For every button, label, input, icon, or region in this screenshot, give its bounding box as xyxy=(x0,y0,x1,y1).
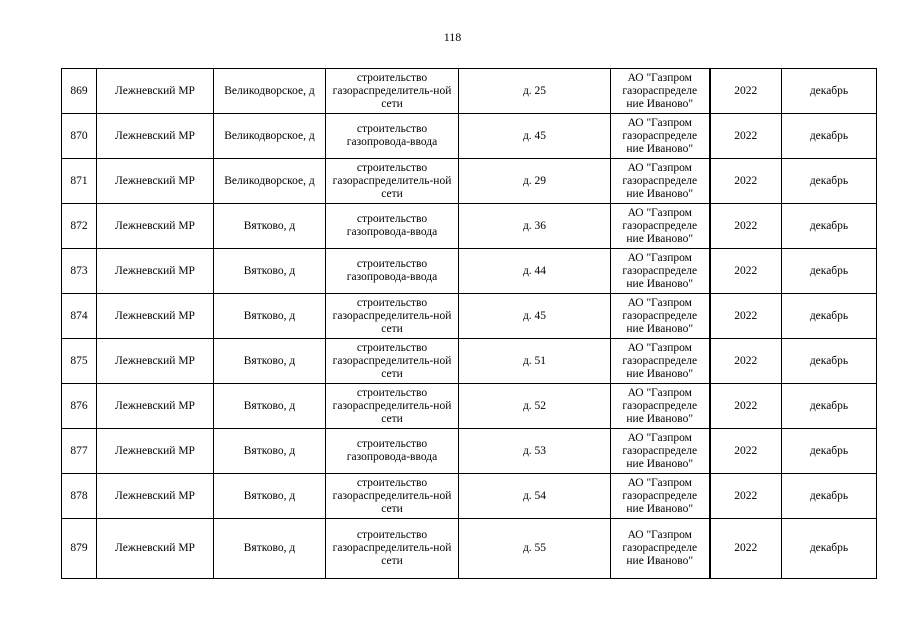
row-number: 873 xyxy=(62,249,97,294)
table-row xyxy=(62,159,877,204)
settlement-cell: Вятково, д xyxy=(214,429,326,474)
month-cell: декабрь xyxy=(782,294,877,339)
organization-cell: АО "Газпром газораспределе ние Иваново" xyxy=(611,474,710,519)
district-cell: Лежневский МР xyxy=(97,69,214,114)
organization-cell: АО "Газпром газораспределе ние Иваново" xyxy=(611,204,710,249)
month-cell: декабрь xyxy=(782,159,877,204)
address-cell: д. 53 xyxy=(459,429,611,474)
settlement-cell: Вятково, д xyxy=(214,474,326,519)
work-type-cell: строительство газопровода-ввода xyxy=(326,114,459,159)
work-type-cell: строительство газораспределитель-ной сети xyxy=(326,384,459,429)
row-number: 871 xyxy=(62,159,97,204)
row-number: 872 xyxy=(62,204,97,249)
table-row xyxy=(62,519,877,579)
row-number: 876 xyxy=(62,384,97,429)
year-cell: 2022 xyxy=(710,159,782,204)
row-number: 874 xyxy=(62,294,97,339)
address-cell: д. 25 xyxy=(459,69,611,114)
district-cell: Лежневский МР xyxy=(97,159,214,204)
work-type-cell: строительство газораспределитель-ной сети xyxy=(326,474,459,519)
row-number: 879 xyxy=(62,519,97,579)
page-number: 118 xyxy=(443,30,462,44)
table-row xyxy=(62,69,877,114)
year-cell: 2022 xyxy=(710,384,782,429)
month-cell: декабрь xyxy=(782,429,877,474)
organization-cell: АО "Газпром газораспределе ние Иваново" xyxy=(611,519,710,579)
address-cell: д. 45 xyxy=(459,114,611,159)
row-number: 875 xyxy=(62,339,97,384)
work-type-cell: строительство газораспределитель-ной сети xyxy=(326,339,459,384)
work-type-cell: строительство газопровода-ввода xyxy=(326,249,459,294)
organization-cell: АО "Газпром газораспределе ние Иваново" xyxy=(611,114,710,159)
organization-cell: АО "Газпром газораспределе ние Иваново" xyxy=(611,159,710,204)
district-cell: Лежневский МР xyxy=(97,339,214,384)
year-cell: 2022 xyxy=(710,249,782,294)
district-cell: Лежневский МР xyxy=(97,384,214,429)
month-cell: декабрь xyxy=(782,69,877,114)
table-row xyxy=(62,114,877,159)
month-cell: декабрь xyxy=(782,249,877,294)
address-cell: д. 51 xyxy=(459,339,611,384)
work-type-cell: строительство газопровода-ввода xyxy=(326,204,459,249)
month-cell: декабрь xyxy=(782,474,877,519)
month-cell: декабрь xyxy=(782,519,877,579)
gasification-table xyxy=(61,68,877,579)
month-cell: декабрь xyxy=(782,339,877,384)
year-cell: 2022 xyxy=(710,294,782,339)
district-cell: Лежневский МР xyxy=(97,294,214,339)
address-cell: д. 55 xyxy=(459,519,611,579)
table-row xyxy=(62,429,877,474)
month-cell: декабрь xyxy=(782,384,877,429)
year-cell: 2022 xyxy=(710,429,782,474)
table-row xyxy=(62,204,877,249)
organization-cell: АО "Газпром газораспределе ние Иваново" xyxy=(611,294,710,339)
address-cell: д. 36 xyxy=(459,204,611,249)
table-row xyxy=(62,294,877,339)
address-cell: д. 29 xyxy=(459,159,611,204)
organization-cell: АО "Газпром газораспределе ние Иваново" xyxy=(611,249,710,294)
row-number: 869 xyxy=(62,69,97,114)
row-number: 870 xyxy=(62,114,97,159)
settlement-cell: Великодворское, д xyxy=(214,159,326,204)
row-number: 878 xyxy=(62,474,97,519)
year-cell: 2022 xyxy=(710,474,782,519)
year-cell: 2022 xyxy=(710,519,782,579)
table-row xyxy=(62,339,877,384)
work-type-cell: строительство газораспределитель-ной сети xyxy=(326,69,459,114)
district-cell: Лежневский МР xyxy=(97,519,214,579)
table-row xyxy=(62,384,877,429)
work-type-cell: строительство газораспределитель-ной сети xyxy=(326,519,459,579)
district-cell: Лежневский МР xyxy=(97,204,214,249)
year-cell: 2022 xyxy=(710,339,782,384)
table-row xyxy=(62,474,877,519)
organization-cell: АО "Газпром газораспределе ние Иваново" xyxy=(611,384,710,429)
district-cell: Лежневский МР xyxy=(97,474,214,519)
address-cell: д. 54 xyxy=(459,474,611,519)
district-cell: Лежневский МР xyxy=(97,249,214,294)
work-type-cell: строительство газораспределитель-ной сети xyxy=(326,159,459,204)
settlement-cell: Вятково, д xyxy=(214,339,326,384)
organization-cell: АО "Газпром газораспределе ние Иваново" xyxy=(611,339,710,384)
address-cell: д. 45 xyxy=(459,294,611,339)
settlement-cell: Вятково, д xyxy=(214,204,326,249)
address-cell: д. 52 xyxy=(459,384,611,429)
row-number: 877 xyxy=(62,429,97,474)
work-type-cell: строительство газопровода-ввода xyxy=(326,429,459,474)
district-cell: Лежневский МР xyxy=(97,114,214,159)
settlement-cell: Вятково, д xyxy=(214,384,326,429)
settlement-cell: Вятково, д xyxy=(214,519,326,579)
organization-cell: АО "Газпром газораспределе ние Иваново" xyxy=(611,69,710,114)
address-cell: д. 44 xyxy=(459,249,611,294)
year-cell: 2022 xyxy=(710,114,782,159)
settlement-cell: Великодворское, д xyxy=(214,114,326,159)
year-cell: 2022 xyxy=(710,204,782,249)
month-cell: декабрь xyxy=(782,204,877,249)
year-cell: 2022 xyxy=(710,69,782,114)
district-cell: Лежневский МР xyxy=(97,429,214,474)
settlement-cell: Великодворское, д xyxy=(214,69,326,114)
table-row xyxy=(62,249,877,294)
organization-cell: АО "Газпром газораспределе ние Иваново" xyxy=(611,429,710,474)
settlement-cell: Вятково, д xyxy=(214,294,326,339)
settlement-cell: Вятково, д xyxy=(214,249,326,294)
work-type-cell: строительство газораспределитель-ной сети xyxy=(326,294,459,339)
month-cell: декабрь xyxy=(782,114,877,159)
